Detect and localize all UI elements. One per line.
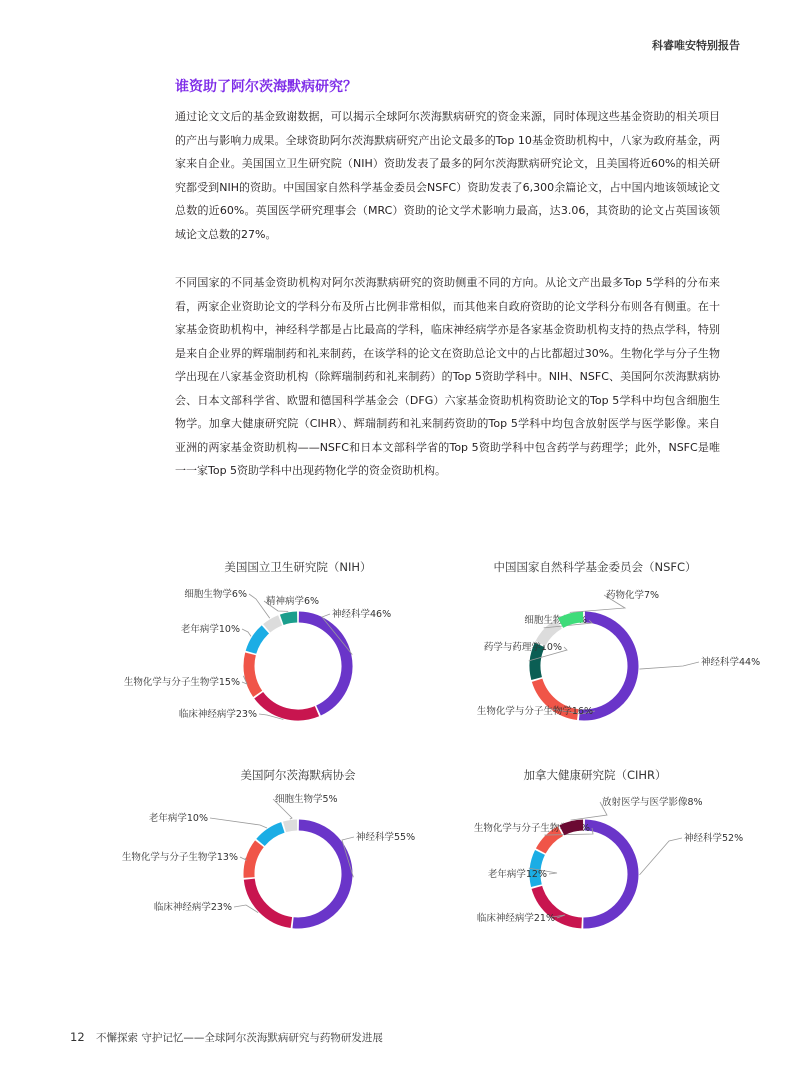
slice-label-3: 细胞生物学8% — [524, 615, 587, 626]
slice-label-3: 老年病学10% — [148, 813, 208, 824]
slice-label-3: 老年病学10% — [180, 624, 240, 635]
leader-line-3 — [210, 818, 267, 828]
slice-label-1: 生物化学与分子生物学16% — [476, 706, 593, 717]
slice-label-5: 精神病学6% — [266, 596, 320, 607]
donut-slice-3 — [251, 629, 265, 652]
slice-label-4: 细胞生物学5% — [275, 794, 338, 805]
donut-slice-5 — [282, 617, 297, 620]
slice-label-4: 放射医学与医学影像8% — [602, 797, 703, 808]
slice-label-2: 生物化学与分子生物学15% — [123, 677, 240, 688]
report-label: 科睿唯安特别报告 — [652, 39, 740, 52]
leader-line-0 — [639, 662, 699, 669]
donut-chart-svg — [397, 555, 793, 785]
donut-slice-1 — [249, 879, 291, 922]
slice-label-0: 神经科学55% — [356, 832, 416, 843]
chart-title: 美国阿尔茨海默病协会 — [240, 768, 356, 782]
chart-title: 中国国家自然科学基金委员会（NSFC） — [493, 560, 697, 574]
page-number: 12 — [70, 1030, 85, 1044]
donut-slice-1 — [259, 695, 317, 715]
slice-label-1: 临床神经病学23% — [153, 902, 232, 913]
slice-label-3: 生物化学与分子生物学10% — [473, 823, 590, 834]
slice-label-4: 细胞生物学6% — [184, 589, 247, 600]
donut-slice-4 — [561, 617, 584, 623]
paragraph-funding-sources: 通过论文文后的基金致谢数据，可以揭示全球阿尔茨海默病研究的资金来源，同时体现这些基金资助的相关项目的产出与影响力成果。全球资助阿尔茨海默病研究产出论文最多的Top 10基金资助机构中，八家为政府基金，两家来自企业。美国国立卫生研究院（NIH）资助发表了最多的阿尔茨海默病研究论文，且美国将近60%的相关研究都受到NIH的资助。中国国家自然科学基金委员会NSFC）资助发表了6,300余篇论文，占中国内地该领域论文总数的近60%。英国医学研究理事会（MRC）资助的论文学术影响力最高，达3.06，其资助的论文占英国该领域论文总数的27%。 — [175, 110, 720, 241]
donut-slice-4 — [267, 620, 280, 628]
slice-label-4: 药物化学7% — [606, 590, 660, 601]
book-title: 不懈探索 守护记忆——全球阿尔茨海默病研究与药物研发进展 — [95, 1032, 383, 1044]
slice-label-2: 药学与药理学10% — [483, 642, 562, 653]
donut-slice-4 — [285, 825, 298, 827]
chart-title: 加拿大健康研究院（CIHR） — [523, 768, 667, 782]
slice-label-0: 神经科学44% — [701, 657, 761, 668]
donut-slice-0 — [583, 825, 633, 923]
slice-label-2: 老年病学12% — [487, 869, 547, 880]
slice-label-0: 神经科学46% — [332, 609, 392, 620]
donut-slice-3 — [260, 827, 282, 842]
donut-slice-0 — [579, 617, 633, 715]
donut-chart-nsfc — [397, 555, 793, 785]
donut-slice-3 — [541, 831, 560, 851]
donut-slice-4 — [562, 825, 583, 830]
slice-label-0: 神经科学52% — [684, 833, 744, 844]
donut-slice-0 — [293, 825, 347, 923]
slice-label-2: 生物化学与分子生物学13% — [121, 852, 238, 863]
donut-slice-2 — [249, 654, 258, 694]
slice-label-1: 临床神经病学21% — [476, 913, 555, 924]
donut-slice-2 — [249, 844, 259, 878]
donut-chart-cihr — [397, 763, 793, 993]
donut-slice-0 — [299, 617, 347, 710]
leader-line-2 — [240, 857, 246, 860]
page-footer — [70, 1030, 383, 1045]
chart-title: 美国国立卫生研究院（NIH） — [224, 560, 372, 574]
leader-line-3 — [242, 629, 251, 636]
leader-line-0 — [639, 838, 682, 875]
paragraph-subject-distribution: 不同国家的不同基金资助机构对阿尔茨海默病研究的资助侧重不同的方向。从论文产出最多Top 5学科的分布来看，两家企业资助论文的学科分布及所占比例非常相似，而其他来自政府资助的论文学科分布则各有侧重。在十家基金资助机构中，神经科学都是占比最高的学科，临床神经病学亦是各家基金资助机构支持的热点学科，特别是来自企业界的辉瑞制药和礼来制药，在该学科的论文在资助总论文中的占比都超过30%。生物化学与分子生物学出现在八家基金资助机构（除辉瑞制药和礼来制药）的Top 5资助学科中。NIH、NSFC、美国阿尔茨海默病协会、日本文部科学省、欧盟和德国科学基金会（DFG）六家基金资助机构资助论文的Top 5学科中均包含细胞生物学。加拿大健康研究院（CIHR）、辉瑞制药和礼来制药资助的Top 5学科中均包含放射医学与医学影像。来自亚洲的两家基金资助机构——NSFC和日本文部科学省的Top 5资助学科中包含药学与药理学；此外，NSFC是唯一一家Top 5资助学科中出现药物化学的资金资助机构。 — [175, 276, 720, 477]
slice-label-1: 临床神经病学23% — [178, 709, 257, 720]
donut-chart-svg — [397, 763, 793, 993]
section-title: 谁资助了阿尔茨海默病研究？ — [175, 79, 357, 95]
